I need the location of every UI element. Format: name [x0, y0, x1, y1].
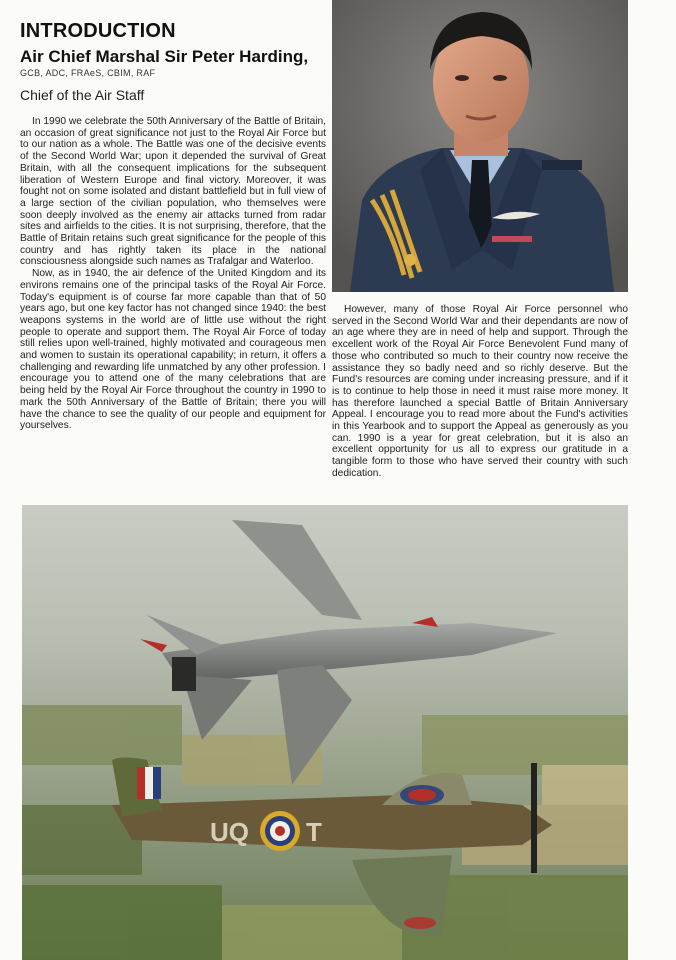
article-paragraph: In 1990 we celebrate the 50th Anniversary of the Battle of Britain, an occasion of great significance not just to the Royal Air Force but to our nation as a whole. The Battle was one of the decisive events of the Second World War; upon it depended the survival of Great Britain, with all the consequent implications for the subsequent liberation of Western Europe and final victory. Moreover, it was fought not on some isolated and distant battlefield but in full view of a large section of the civilian population, who themselves were soon deeply involved as the enemy air attacks turned from radar sites and airfields to the cities. It is not surprising, therefore, that the Battle of Britain retains such great significance for the people of this country and has rightly taken its place in the national consciousness alongside such names as Trafalgar and Waterloo. [20, 116, 326, 268]
author-role: Chief of the Air Staff [20, 87, 145, 103]
page-title: INTRODUCTION [20, 20, 176, 42]
author-name: Air Chief Marshal Sir Peter Harding, [20, 47, 309, 66]
article-column-right [332, 304, 628, 480]
author-honours: GCB, ADC, FRAeS, CBIM, RAF [20, 68, 156, 78]
page-header [20, 20, 330, 103]
aircraft-photo [22, 505, 628, 960]
article-paragraph: However, many of those Royal Air Force personnel who served in the Second World War and their dependants are now of an age where they are in need of help and support. Through the excellent work of the Royal Air Force Benevolent Fund many of those who contributed so much to their country now receive the assistance they so badly need and so richly deserve. But the Fund's resources are coming under increasing pressure, and if it is to continue to help those in need it must raise more money. It has therefore launched a special Battle of Britain Anniversary Appeal. I encourage you to read more about the Fund's activities in this Yearbook and to support the Appeal as generously as you can. 1990 is a year for great celebration, but it is also an excellent opportunity for us all to express our gratitude in a tangible form to those who have served their country with such dedication. [332, 304, 628, 479]
portrait-photo [332, 0, 628, 292]
article-paragraph: Now, as in 1940, the air defence of the United Kingdom and its environs remains one of the principal tasks of the Royal Air Force. Today's equipment is of course far more capable than that of 50 years ago, but one key factor has not changed since 1940: the best weapons systems in the world are of little use without the right people to operate and support them. The Royal Air Force of today still relies upon well-trained, highly motivated and courageous men and women to sustain its operational capability; in return, it offers a challenging and rewarding life unmatched by any other profession. I encourage you to attend one of the many celebrations that are being held by the Royal Air Force throughout the country in 1990 to mark the 50th Anniversary of the Battle of Britain; there you will have the chance to see the quality of our people and equipment for yourselves. [20, 268, 326, 432]
spitfire-code-right: T [306, 817, 322, 847]
article-column-left [20, 116, 326, 432]
spitfire-code-left: UQ [210, 817, 249, 847]
